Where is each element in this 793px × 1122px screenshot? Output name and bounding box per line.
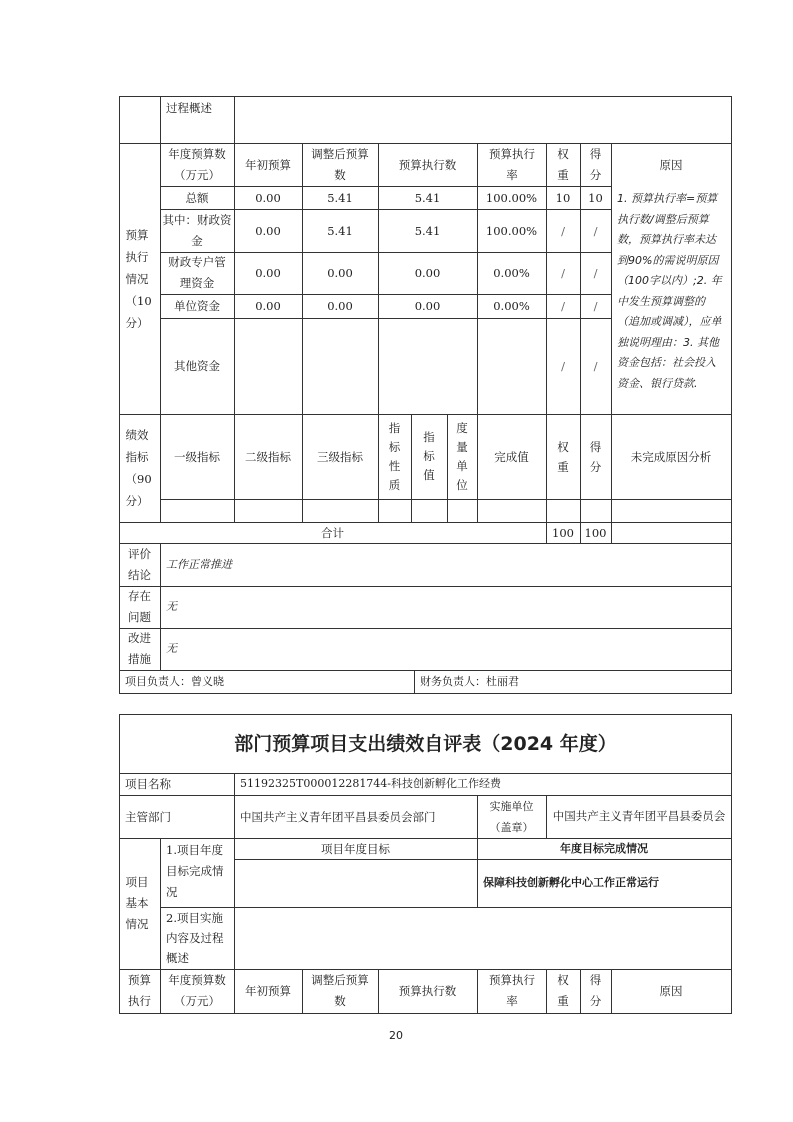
budget-row-label: 其他资金 [174,359,220,373]
budget-row-score: / [593,299,598,313]
perf-header-9: 未完成原因分析 [630,449,712,464]
budget-row-label: 单位资金 [174,299,220,313]
budget-row-rate: 0.00% [493,266,530,280]
completion-value: 保障科技创新孵化中心工作正常运行 [483,876,659,889]
budget-header-3: 预算执行数 [398,157,457,172]
budget-row-initial [234,318,302,414]
budget-row-weight: / [561,299,565,313]
budget-header-1: 年初预算 [245,157,291,172]
total-weight: 100 [552,525,574,540]
perf-header-8: 得分 [589,439,602,474]
budget2-header-6: 得分 [589,973,602,1008]
perf-header-2: 三级指标 [317,449,363,464]
evaluation-label: 评价结论 [128,546,151,582]
budget-row-executed: 5.41 [414,223,441,238]
budget-row-rate: 0.00% [493,299,530,313]
budget-row-initial: 0.00 [255,190,281,205]
budget-row-initial: 0.00 [255,266,281,280]
budget-row-label: 总额 [185,190,209,205]
project-name-label: 项目名称 [125,777,171,791]
budget-row-weight: / [561,266,565,280]
budget-row-score: / [593,359,598,373]
budget-row-adjusted: 0.00 [327,266,353,280]
improve-value: 无 [166,642,177,655]
goal-value [234,859,477,907]
budget-row-executed: 5.41 [414,190,441,205]
budget-row-adjusted [302,318,378,414]
budget-row-score: / [593,223,598,238]
budget-row-rate [477,318,546,414]
budget2-header-1: 年初预算 [245,984,291,998]
goal-header: 项目年度目标 [321,841,390,856]
budget-row-score: 10 [588,190,603,205]
project-lead: 项目负责人：曾义晓 [125,674,224,688]
process-label: 过程概述 [166,101,212,115]
budget-section-label: 预算执行情况（10分） [125,227,152,330]
budget-row-score: / [593,266,598,280]
budget-row-rate: 100.00% [485,190,538,205]
basic-label: 项目基本情况 [125,875,149,931]
perf-header-5: 度量单位 [456,420,468,492]
budget-row-label: 其中：财政资金 [162,212,232,248]
budget2-header-4: 预算执行率 [489,973,535,1008]
perf-header-6: 完成值 [494,449,529,464]
dept-label: 主管部门 [125,809,171,824]
budget-row-initial: 0.00 [255,223,281,238]
dept-value: 中国共产主义青年团平昌县委员会部门 [240,809,436,824]
budget2-header-5: 权重 [557,973,569,1008]
improve-label: 改进措施 [128,631,151,666]
budget-header-0: 年度预算数（万元） [168,146,226,182]
total-score: 100 [584,525,607,540]
perf-header-1: 二级指标 [245,449,291,464]
budget2-header-3: 预算执行数 [398,984,457,998]
impl-unit-value: 中国共产主义青年团平昌县委员会 [552,809,726,823]
perf-section-label: 绩效指标（90分） [125,428,152,508]
budget-row-adjusted: 0.00 [327,299,353,313]
budget-header-4: 预算执行率 [489,146,535,182]
budget-row-weight: / [561,359,565,373]
total-label: 合计 [321,525,344,540]
budget-row-executed [378,318,477,414]
budget-row-adjusted: 5.41 [327,223,353,238]
project-name-value: 51192325T000012281744-科技创新孵化工作经费 [240,777,502,790]
content-label: 2.项目实施内容及过程概述 [166,911,224,965]
budget2-header-7: 原因 [659,984,683,998]
budget-row-rate: 100.00% [485,223,538,238]
impl-unit-label: 实施单位（盖章） [489,799,534,834]
goal-label: 1.项目年度目标完成情况 [166,843,224,899]
budget-row-executed: 0.00 [414,299,441,313]
perf-header-7: 权重 [557,439,569,474]
budget-header-5: 权重 [557,146,569,182]
evaluation-value: 工作正常推进 [166,557,232,571]
page-number: 20 [389,1029,403,1042]
completion-header: 年度目标完成情况 [560,841,648,855]
budget-row-weight: 10 [555,190,571,205]
budget-header-2: 调整后预算数 [311,146,369,182]
form-title: 部门预算项目支出绩效自评表（2024 年度） [234,732,617,755]
perf-header-0: 一级指标 [174,449,220,464]
issues-label: 存在问题 [128,589,151,624]
budget-row-adjusted: 5.41 [327,190,353,205]
budget2-header-0: 年度预算数（万元） [168,973,226,1008]
budget2-header-2: 调整后预算数 [311,973,369,1008]
budget-header-7: 原因 [659,157,683,172]
budget-row-label: 财政专户管理资金 [168,255,226,290]
finance-lead: 财务负责人：杜丽君 [420,674,519,688]
budget-row-executed: 0.00 [414,266,441,280]
perf-header-4: 指标值 [423,430,435,482]
budget-row-initial: 0.00 [255,299,281,313]
budget-row-weight: / [561,223,565,238]
budget-header-6: 得分 [589,146,602,182]
issues-value: 无 [166,600,177,613]
reason-note: 1. 预算执行率=预算执行数/调整后预算数，预算执行率未达到90%的需说明原因（100字以内）;2. 年中发生预算调整的（追加或调减），应单独说明理由：3. 其他资金包括：社会投入资金、银行贷款. [617,192,722,390]
budget-section-label-2: 预算执行 [128,973,151,1008]
perf-header-3: 指标性质 [388,420,401,492]
